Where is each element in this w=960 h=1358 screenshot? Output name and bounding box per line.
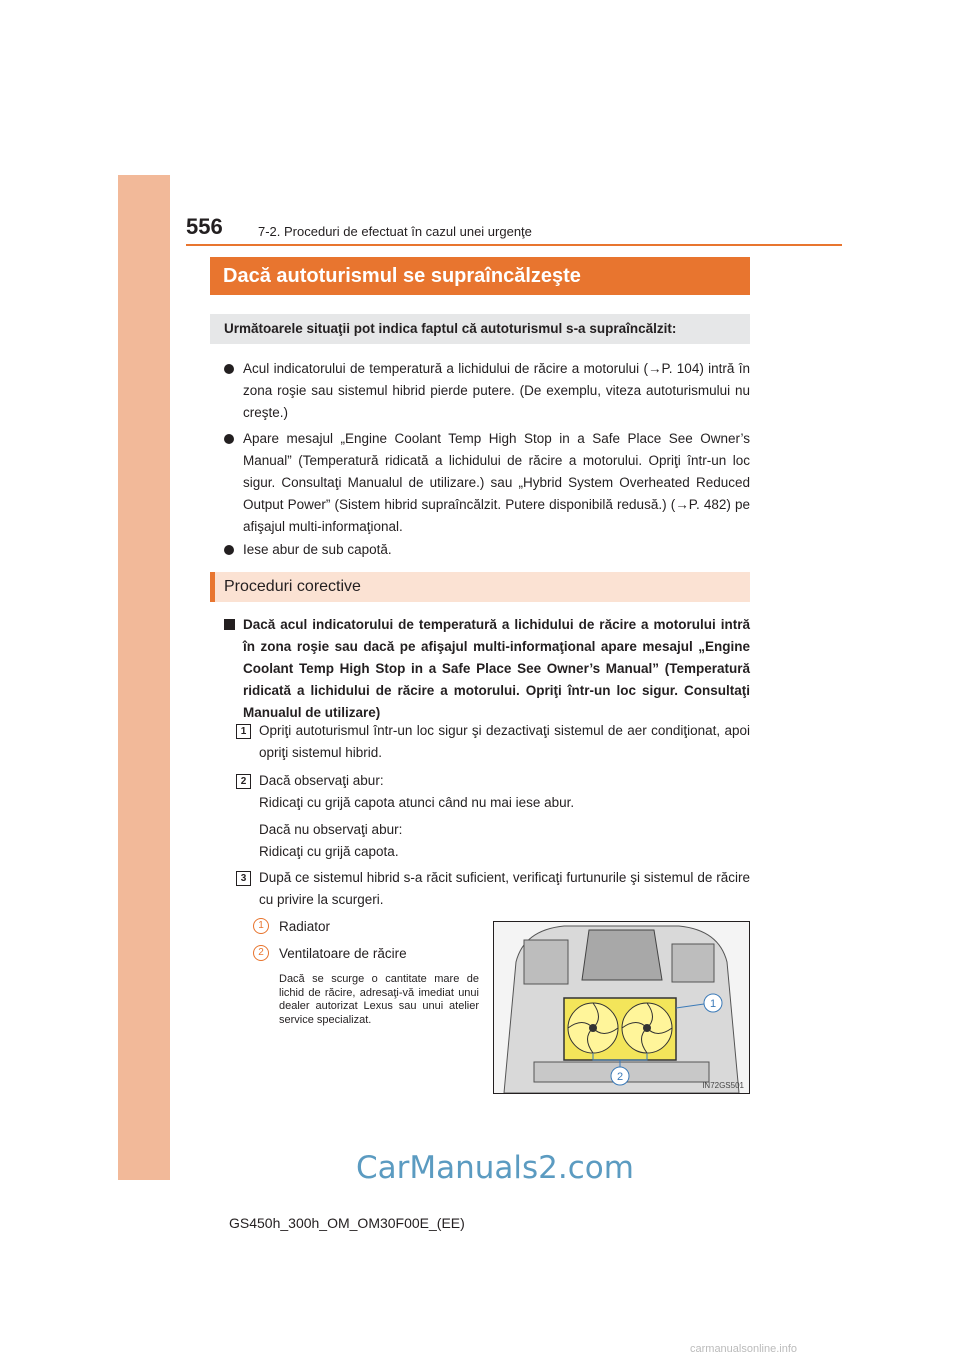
note-text: Dacă se scurge o cantitate mare de lichid de răcire, adresaţi-vă imediat unui dealer autorizat Lexus sau unui atelier service specializat. [279,973,479,1026]
page-number: 556 [186,214,223,239]
sub-heading-text: Dacă acul indicatorului de temperatură a lichidului de răcire a motorului intră în zona roşie sau dacă pe afişajul multi-informaţional apare mesajul „Engine Coolant Temp High Stop in a Safe Place See Owner’s Manual” (Temperatură ridicată a lichidului de răcire a motorului. Opriţi într-un loc sigur. Consultaţi Manualul de utilizare) [243,617,750,720]
bullet-item [224,358,750,424]
bullet-text: Apare mesajul „Engine Coolant Temp High Stop in a Safe Place See Owner’s Manual” (Temperatură ridicată a lichidului de răcire a motorului. Opriţi într-un loc sigur. Consultaţi Manualul de utilizare.) sau „Hybrid System Overheated Reduced Output Power” (Sistem hibrid supraîncălzit. Putere disponibilă redusă.) (→P. 482) pe afişajul multi-informaţional. [243,431,750,534]
step-text: Ridicaţi cu grijă capota atunci când nu mai iese abur. [259,795,575,810]
callout-label: Radiator [279,919,331,934]
step-text: Dacă observaţi abur: [259,773,384,788]
callout-number: 1 [253,918,269,934]
bullet-icon [224,545,234,555]
step-text: Dacă nu observaţi abur: [259,822,403,837]
bullet-item [224,428,750,538]
square-bullet-icon [224,619,235,630]
step-text: După ce sistemul hibrid s-a răcit suficient, verificaţi furtunurile şi sistemul de răcire cu privire la scurgeri. [259,870,750,907]
info-bar: Următoarele situaţii pot indica faptul că autoturismul s-a supraîncălzit: [210,314,750,344]
header-rule [186,244,842,246]
figure-code: IN72GS501 [702,1081,744,1090]
step-text: Ridicaţi cu grijă capota. [259,844,399,859]
step-number: 1 [236,724,251,739]
sub-heading [224,614,750,724]
watermark: CarManuals2.com [356,1150,634,1186]
callout-number: 2 [253,945,269,961]
figure-label-1: 1 [709,998,717,1010]
step-text: Opriţi autoturismul într-un loc sigur şi dezactivaţi sistemul de aer condiţionat, apoi opriţi sistemul hibrid. [259,723,750,760]
bullet-text: Acul indicatorului de temperatură a lichidului de răcire a motorului (→P. 104) intră în zona roşie sau sistemul hibrid pierde putere. (De exemplu, viteza autoturismului nu creşte.) [243,361,750,420]
bullet-icon [224,364,234,374]
callout-label: Ventilatoare de răcire [279,946,407,961]
bullet-icon [224,434,234,444]
bullet-text: Iese abur de sub capotă. [243,542,392,557]
footer-model-code: GS450h_300h_OM_OM30F00E_(EE) [229,1215,465,1231]
page-title: Dacă autoturismul se supraîncălzeşte [210,257,750,295]
footer-site: carmanualsonline.info [690,1343,798,1355]
step-number: 2 [236,774,251,789]
step-number: 3 [236,871,251,886]
chapter-title: 7-2. Proceduri de efectuat în cazul unei urgenţe [258,224,532,239]
side-tab [118,175,170,1180]
engine-bay-illustration [493,921,750,1094]
section-heading: Proceduri corective [210,572,750,602]
bullet-item [224,539,750,561]
engine-bay-drawing [494,922,749,1093]
figure-label-2: 2 [616,1071,624,1083]
